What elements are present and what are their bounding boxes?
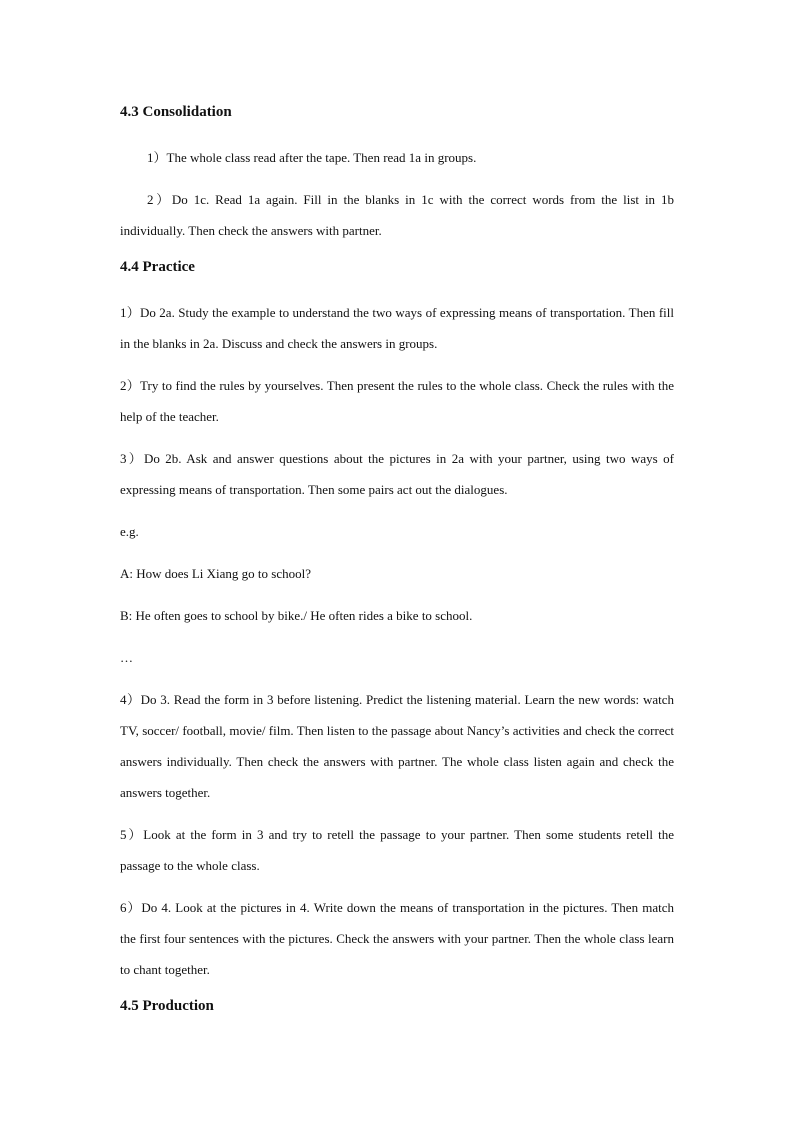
section-heading-production: 4.5 Production (120, 998, 214, 1014)
practice-item-2: 2）Try to find the rules by yourselves. Then present the rules to the whole class. Check the rules with the help of the teacher. (120, 378, 674, 424)
section-heading-practice: 4.4 Practice (120, 259, 195, 275)
practice-item-6: 6）Do 4. Look at the pictures in 4. Write down the means of transportation in the pictures. Then match the first four sentences with the pictures. Check the answers with your partner. Then the whole class learn to chant together. (120, 900, 674, 977)
practice-item-3: 3）Do 2b. Ask and answer questions about the pictures in 2a with your partner, using two ways of expressing means of transportation. Then some pairs act out the dialogues. (120, 451, 674, 497)
consolidation-item-2: 2）Do 1c. Read 1a again. Fill in the blanks in 1c with the correct words from the list in 1b individually. Then check the answers with partner. (120, 192, 674, 238)
dialogue-line-a: A: How does Li Xiang go to school? (120, 566, 312, 581)
practice-item-4: 4）Do 3. Read the form in 3 before listening. Predict the listening material. Learn the new words: watch TV, soccer/ football, movie/ film. Then listen to the passage about Nancy’s activities and check the correct answers individually. Then check the answers with partner. The whole class listen again and check the answers together. (120, 692, 674, 800)
example-label: e.g. (120, 524, 139, 539)
consolidation-item-1: 1）The whole class read after the tape. Then read 1a in groups. (147, 150, 477, 165)
section-heading-consolidation: 4.3 Consolidation (120, 104, 232, 120)
document-body (120, 100, 674, 1036)
practice-item-5: 5）Look at the form in 3 and try to retell the passage to your partner. Then some students retell the passage to the whole class. (120, 827, 674, 873)
dialogue-line-b: B: He often goes to school by bike./ He often rides a bike to school. (120, 608, 473, 623)
dialogue-ellipsis: … (120, 650, 133, 665)
practice-item-1: 1）Do 2a. Study the example to understand the two ways of expressing means of transportation. Then fill in the blanks in 2a. Discuss and check the answers in groups. (120, 305, 674, 351)
